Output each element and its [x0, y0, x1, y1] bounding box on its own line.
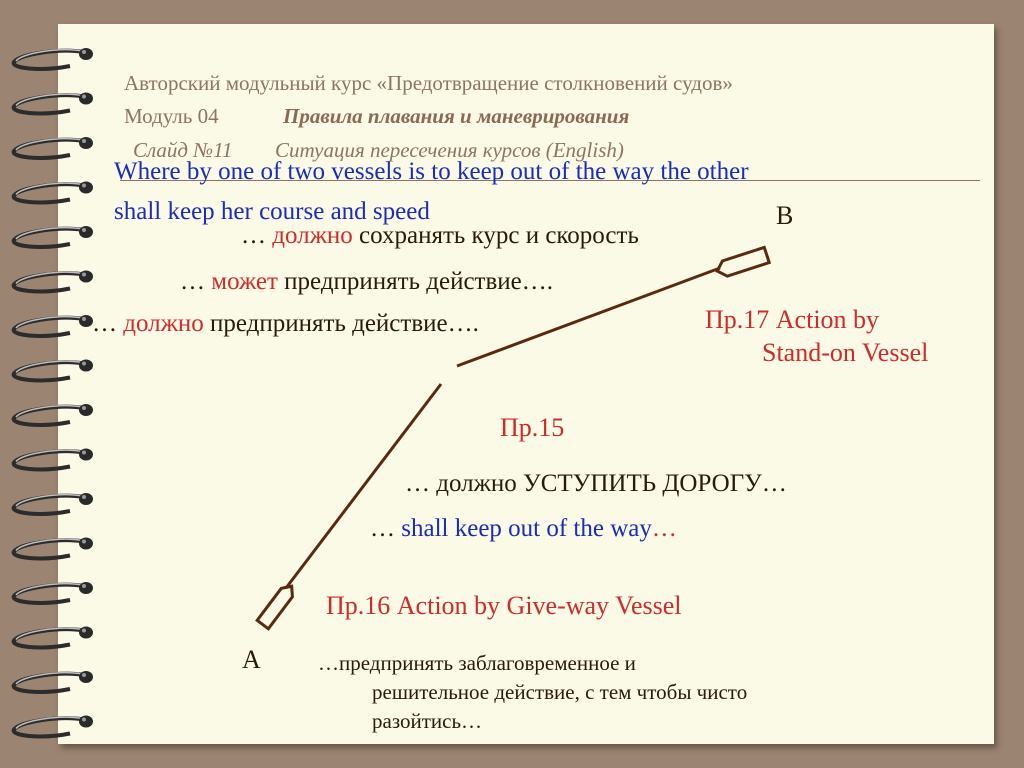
- intro-line-1: Where by one of two vessels is to keep out of the way the other: [114, 158, 749, 185]
- stand-on-line-1: … должно сохранять курс и скорость: [241, 222, 639, 249]
- module-label: Модуль 04: [124, 104, 219, 128]
- course-title: Авторский модульный курс «Предотвращение столкновений судов»: [124, 71, 733, 95]
- vessel-b-icon: [715, 247, 769, 278]
- rule-16-line-1: …предпринять заблаговременное и: [318, 651, 636, 675]
- rule-16-label: Пр.16 Action by Give-way Vessel: [326, 591, 682, 620]
- keyword-must: должно: [272, 222, 353, 249]
- rule-16-line-3: разойтись…: [372, 709, 483, 733]
- slide-label: Слайд №11: [133, 138, 233, 162]
- course-line-a: [286, 384, 441, 588]
- intro-line-2: shall keep her course and speed: [114, 198, 430, 225]
- slide-title: Ситуация пересечения курсов (English): [275, 138, 624, 162]
- stand-on-line-3: … должно предпринять действие….: [92, 310, 479, 337]
- rule-17-line-1: Пр.17 Action by: [705, 305, 880, 334]
- rule-16-line-2: решительное действие, с тем чтобы чисто: [372, 680, 748, 704]
- rule-15-label: Пр.15: [500, 413, 565, 442]
- vessel-a-icon: [257, 582, 297, 629]
- keyword-must-act: должно: [123, 310, 204, 337]
- vessel-b-label: B: [776, 201, 794, 230]
- rule-15-en: … shall keep out of the way…: [370, 515, 677, 542]
- course-line-b: [457, 268, 720, 366]
- rule-15-ru: … должно УСТУПИТЬ ДОРОГУ…: [405, 470, 787, 497]
- rule-17-line-2: Stand-on Vessel: [762, 338, 929, 367]
- stand-on-line-2: … может предпринять действие….: [180, 268, 553, 295]
- keyword-may: может: [211, 268, 278, 295]
- vessel-a-label: A: [242, 645, 261, 674]
- module-title: Правила плавания и маневрирования: [283, 104, 630, 128]
